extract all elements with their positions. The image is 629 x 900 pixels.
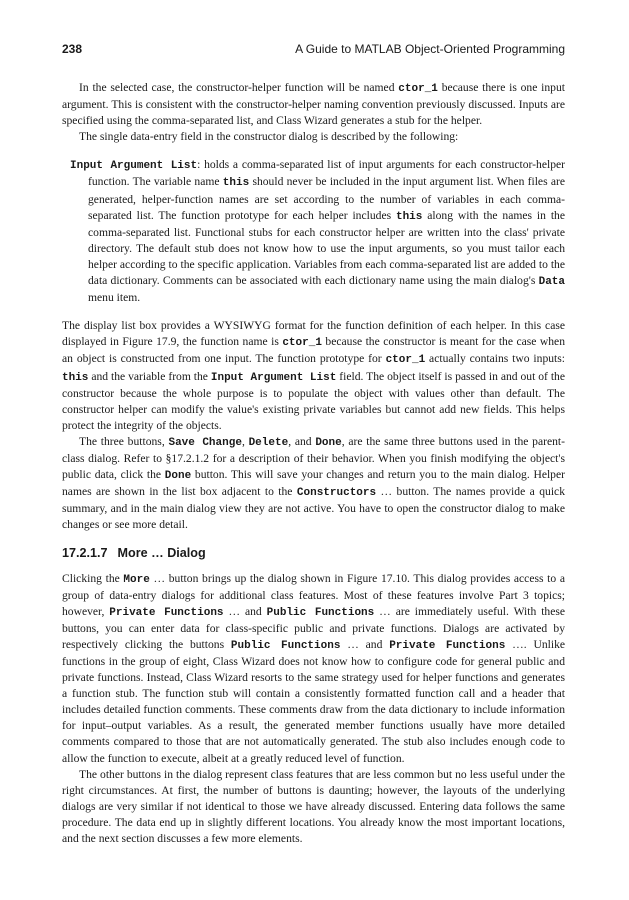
code-public-functions: Public Functions — [230, 639, 341, 652]
text-run: , are the same three buttons used in the parent-class dialog. Refer to §17.2.1.2 for a description of their behavior. When you finish modifying the object's public data, click the — [62, 434, 565, 482]
code-ctor-1: ctor_1 — [282, 337, 322, 350]
code-delete: Delete — [248, 436, 289, 449]
code-more: More — [123, 573, 150, 586]
text-run: The single data-entry field in the constructor dialog is described by the following: — [79, 130, 459, 144]
text-run: and the variable from the — [88, 369, 211, 383]
section-heading — [62, 545, 565, 561]
text-run: Clicking the — [62, 571, 124, 585]
text-run: … are immediately useful. With these buttons, you can enter data for class-specific public and private functions. Dialogs are activated by respectively clicking the buttons — [62, 604, 566, 651]
code-input-argument-list: Input Argument List — [210, 371, 337, 384]
code-this: this — [62, 371, 89, 384]
code-data-menu: Data — [538, 276, 565, 289]
text-run: button. This will save your changes and return you to the main dialog. Helper names are shown in the list box adjacent to the — [62, 468, 565, 499]
code-ctor-1: ctor_1 — [398, 83, 438, 95]
text-run: actually contains two inputs: — [425, 352, 565, 366]
text-run: …. Unlike functions in the group of eight, Class Wizard does not know how to configure code for general public and private functions. Instead, Class Wizard resorts to the same strategy used for helper functions and generates a function stub. The function stub will contain a consistently formatted function call and a header that includes detailed function comments. These comments draw from the data dictionary to include information for input–output variables. As a result, the generated member functions usually have more detailed comments compared to those that are not automatically generated. The stub also includes enough code to allow the function to execute, albeit at a greatly reduced level of function. — [62, 637, 566, 765]
text-run: In the selected case, the constructor-helper function will be named — [79, 81, 399, 94]
section-title: More … Dialog — [117, 546, 206, 561]
text-run: should never be included in the input argument list. When files are generated, helper-function names are set according to the number of variables in each comma-separated list. The function prototype for each helper includes — [88, 175, 565, 222]
running-title: A Guide to MATLAB Object-Oriented Programming — [295, 42, 565, 56]
text-run: along with the names in the comma-separated list. Functional stubs for each constructor helper are written into the class' private directory. The default stub does not know how to use the input arguments, so you must tailor each helper according to the specific application. Variables from each comma-separated list are added to the data dictionary. Comments can be associated with each dictionary name using the main dialog's — [88, 208, 565, 288]
text-run: The three buttons, — [79, 434, 169, 448]
code-save-change: Save Change — [168, 436, 242, 449]
text-run: , — [241, 434, 249, 448]
text-run: menu item. — [88, 291, 141, 305]
text-run: … button. The names provide a quick summary, and in the main dialog view they are not active. You have to open the constructor dialog to make changes or see more detail. — [62, 485, 565, 532]
text-run: because the constructor is meant for the case when an object is constructed from one input. The function prototype for — [62, 335, 565, 366]
paragraph-other-buttons — [62, 767, 565, 847]
paragraph-more-dialog — [62, 571, 565, 767]
page-body — [62, 80, 565, 847]
paragraph-helper-naming — [62, 80, 565, 129]
code-done: Done — [315, 436, 342, 449]
paragraph-display-list-box — [62, 318, 565, 434]
code-private-functions: Private Functions — [109, 606, 224, 619]
section-number: 17.2.1.7 — [62, 546, 108, 561]
paragraph-three-buttons — [62, 434, 565, 534]
code-private-functions: Private Functions — [389, 639, 506, 652]
text-run: because there is one input argument. This is consistent with the constructor-helper naming convention previously discussed. Inputs are specified using the comma-separated list, and Class Wizard generates a stub for the helper. — [62, 81, 565, 128]
code-public-functions: Public Functions — [266, 606, 375, 619]
code-this: this — [222, 177, 250, 190]
code-ctor-1: ctor_1 — [385, 354, 426, 367]
text-run: The display list box provides a WYSIWYG format for the function definition of each helper. In this case displayed in Figure 17.9, the function name is — [62, 319, 565, 349]
page-number: 238 — [62, 42, 83, 56]
text-run: … button brings up the dialog shown in Figure 17.10. This dialog provides access to a group of data-entry dialogs for additional class features. Most of these features involve Part 3 topics; however, — [62, 571, 565, 618]
code-this: this — [395, 210, 423, 223]
text-run: , and — [288, 434, 316, 448]
code-constructors: Constructors — [296, 487, 377, 500]
text-run: … and — [223, 604, 267, 618]
code-done: Done — [164, 470, 192, 483]
paragraph-field-intro — [62, 129, 565, 145]
term-input-argument-list: Input Argument List — [70, 160, 198, 173]
running-header — [62, 41, 565, 59]
text-run: : holds a comma-separated list of input arguments for each constructor-helper function. The variable name — [88, 158, 565, 189]
definition-input-argument-list — [70, 157, 565, 306]
text-run: … and — [340, 637, 390, 651]
text-run: The other buttons in the dialog represent class features that are less common but no less useful under the right circumstances. At first, the number of buttons is daunting; however, the layouts of the underlying dialogs are very similar if not identical to those we have already discussed. Entering data follows the same procedure. The data end up in slightly different locations. You already know the most important locations, and the next section discusses a few more elements. — [62, 767, 565, 846]
text-run: field. The object itself is passed in and out of the constructor because the whole purpose is to populate the object with values other than default. The constructor helper can modify the value's existing private variables but cannot add new fields. This helps protect the integrity of the objects. — [62, 369, 565, 432]
